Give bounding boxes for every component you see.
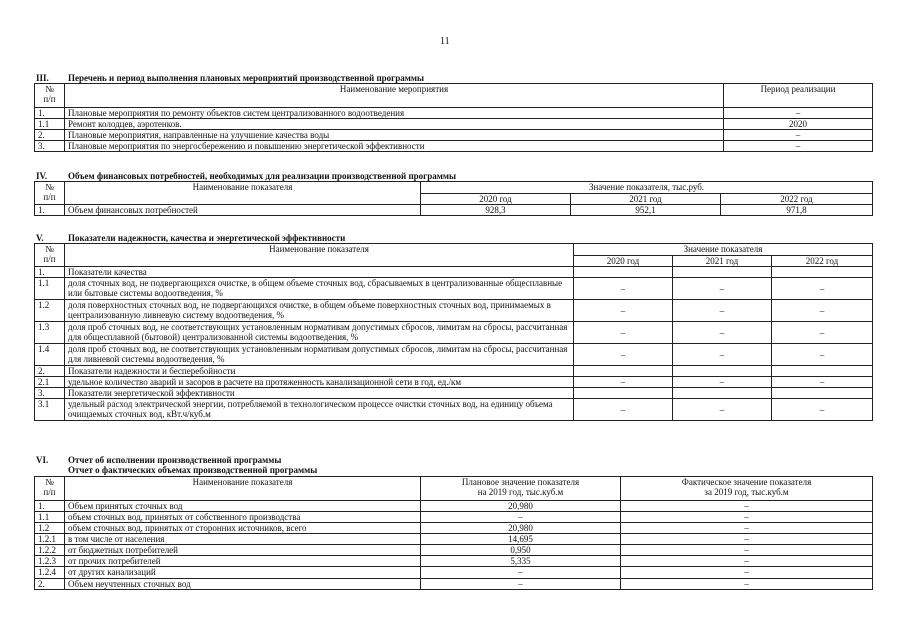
table-row (35, 545, 873, 556)
row-fact: – (621, 567, 873, 578)
row-value: – (574, 377, 673, 388)
table-row (35, 205, 873, 216)
row-number: 1.1 (35, 278, 65, 300)
row-value: – (673, 300, 772, 322)
table-row (35, 366, 873, 377)
table-row (35, 344, 873, 366)
row-value: 928,3 (421, 205, 571, 216)
table-row (35, 141, 873, 152)
col-header-year: 2022 год (721, 194, 873, 205)
col-header-name: Наименование показателя (65, 477, 421, 501)
section-5-table (34, 243, 873, 421)
row-period: 2020 (724, 119, 873, 130)
row-name: объем сточных вод, принятых от собственного производства (65, 512, 421, 523)
row-name: Плановые мероприятия, направленные на улучшение качества воды (65, 130, 724, 141)
row-number: 1. (35, 205, 65, 216)
row-value: – (772, 300, 873, 322)
section-6-table (34, 476, 873, 590)
col-header-fact: Фактическое значение показателя за 2019 год, тыс.куб.м (621, 477, 873, 501)
table-row (35, 108, 873, 119)
table-row (35, 567, 873, 578)
table-row (35, 300, 873, 322)
row-number: 1.2 (35, 300, 65, 322)
row-name: Объем неучтенных сточных вод (65, 578, 421, 589)
row-number: 1.4 (35, 344, 65, 366)
row-name: Показатели энергетической эффективности (65, 388, 574, 399)
col-header-value: Значение показателя, тыс.руб. (421, 182, 873, 194)
col-header-plan: Плановое значение показателя на 2019 год, тыс.куб.м (421, 477, 621, 501)
row-period: – (724, 130, 873, 141)
col-header-num: № п/п (35, 477, 65, 501)
row-fact: – (621, 523, 873, 534)
row-number: 1.2.3 (35, 556, 65, 567)
row-value: – (574, 322, 673, 344)
row-number: 3. (35, 388, 65, 399)
section-number: III. (36, 73, 49, 83)
section-title-text: Отчет об исполнении производственной программы (68, 455, 282, 465)
section-4-table (34, 181, 873, 216)
row-name: Показатели надежности и бесперебойности (65, 366, 574, 377)
col-header-year: 2021 год (673, 256, 772, 267)
row-plan: 5,335 (421, 556, 621, 567)
section-title-text: Объем финансовых потребностей, необходимых для реализации производственной программы (68, 171, 457, 181)
row-number: 2. (35, 578, 65, 589)
row-value: – (772, 399, 873, 421)
row-number: 1.2.4 (35, 567, 65, 578)
row-name: доля проб сточных вод, не соответствующих установленным нормативам допустимых сбросов, лимитам на сбросы, рассчитанная для общесплавной (бытовой) централизованной системы водоотведения, % (65, 322, 574, 344)
table-row (35, 322, 873, 344)
row-number: 1. (35, 108, 65, 119)
row-name: доля проб сточных вод, не соответствующих установленным нормативам допустимых сбросов, лимитам на сбросы, рассчитанная для ливневой системы водоотведения, % (65, 344, 574, 366)
row-value: 971,8 (721, 205, 873, 216)
row-plan: 20,980 (421, 523, 621, 534)
row-value (772, 267, 873, 278)
row-number: 1.2 (35, 523, 65, 534)
row-period: – (724, 108, 873, 119)
row-value: – (574, 399, 673, 421)
row-value (673, 388, 772, 399)
section-3-title (36, 73, 424, 83)
section-6-subtitle: Отчет о фактических объемах производственной программы (68, 465, 318, 475)
row-value: – (673, 377, 772, 388)
row-number: 3. (35, 141, 65, 152)
row-value (772, 366, 873, 377)
row-name: доля сточных вод, не подвергающихся очистке, в общем объеме сточных вод, сбрасываемых в централизованные общесплавные или бытовые системы водоотведения, % (65, 278, 574, 300)
table-row (35, 119, 873, 130)
row-name: Плановые мероприятия по энергосбережению и повышению энергетической эффективности (65, 141, 724, 152)
row-value (772, 388, 873, 399)
row-plan: 14,695 (421, 534, 621, 545)
col-header-name: Наименование показателя (65, 182, 421, 205)
section-5-title (36, 233, 345, 243)
section-3-table (34, 83, 873, 152)
row-number: 3.1 (35, 399, 65, 421)
row-name: Объем финансовых потребностей (65, 205, 421, 216)
section-4-title (36, 171, 456, 181)
col-header-name: Наименование мероприятия (65, 84, 724, 108)
row-value: – (673, 278, 772, 300)
row-number: 2.1 (35, 377, 65, 388)
row-plan: 20,980 (421, 501, 621, 512)
row-name: объем сточных вод, принятых от сторонних источников, всего (65, 523, 421, 534)
row-period: – (724, 141, 873, 152)
row-name: Объем принятых сточных вод (65, 501, 421, 512)
row-value: – (772, 344, 873, 366)
section-number: V. (36, 233, 44, 243)
table-row (35, 534, 873, 545)
row-number: 1. (35, 501, 65, 512)
row-name: доля поверхностных сточных вод, не подвергающихся очистке, в общем объеме поверхностных сточных вод, принимаемых в централизованную ливневую систему водоотведения, % (65, 300, 574, 322)
row-name: Плановые мероприятия по ремонту объектов систем централизованного водоотведения (65, 108, 724, 119)
row-plan: – (421, 567, 621, 578)
row-value: – (772, 322, 873, 344)
row-value (574, 366, 673, 377)
row-fact: – (621, 556, 873, 567)
row-value: – (574, 278, 673, 300)
table-row (35, 556, 873, 567)
table-row (35, 399, 873, 421)
row-number: 1.2.1 (35, 534, 65, 545)
section-6-title (36, 455, 281, 465)
col-header-year: 2020 год (574, 256, 673, 267)
row-number: 1.1 (35, 512, 65, 523)
row-fact: – (621, 501, 873, 512)
row-number: 2. (35, 130, 65, 141)
row-fact: – (621, 512, 873, 523)
row-number: 1.2.2 (35, 545, 65, 556)
row-number: 1. (35, 267, 65, 278)
row-value (574, 388, 673, 399)
table-row (35, 388, 873, 399)
row-fact: – (621, 545, 873, 556)
col-header-period: Период реализации (724, 84, 873, 108)
section-title-text: Показатели надежности, качества и энергетической эффективности (68, 233, 346, 243)
row-value: – (772, 278, 873, 300)
row-name: Ремонт колодцев, аэротенков. (65, 119, 724, 130)
row-name: удельный расход электрической энергии, потребляемой в технологическом процессе очистки сточных вод, на единицу объема очищаемых сточных вод, кВт.ч/куб.м (65, 399, 574, 421)
row-value (673, 366, 772, 377)
row-value: – (574, 300, 673, 322)
section-number: VI. (36, 455, 49, 465)
col-header-num: № п/п (35, 182, 65, 205)
table-row (35, 501, 873, 512)
table-row (35, 523, 873, 534)
table-row (35, 377, 873, 388)
section-number: IV. (36, 171, 48, 181)
col-header-year: 2021 год (571, 194, 721, 205)
row-number: 1.3 (35, 322, 65, 344)
row-plan: 0,950 (421, 545, 621, 556)
col-header-num: № п/п (35, 84, 65, 108)
row-plan: – (421, 578, 621, 589)
section-title-text: Перечень и период выполнения плановых мероприятий производственной программы (68, 73, 425, 83)
row-value: – (574, 344, 673, 366)
row-name: от других канализаций (65, 567, 421, 578)
row-value: – (673, 399, 772, 421)
row-fact: – (621, 534, 873, 545)
page-number: 11 (440, 36, 450, 47)
row-number: 2. (35, 366, 65, 377)
row-value: – (673, 322, 772, 344)
row-value: – (673, 344, 772, 366)
table-row (35, 267, 873, 278)
row-name: от бюджетных потребителей (65, 545, 421, 556)
row-value (574, 267, 673, 278)
table-row (35, 130, 873, 141)
table-row (35, 512, 873, 523)
col-header-year: 2020 год (421, 194, 571, 205)
table-row (35, 578, 873, 589)
row-value: – (772, 377, 873, 388)
row-fact: – (621, 578, 873, 589)
table-row (35, 278, 873, 300)
row-name: Показатели качества (65, 267, 574, 278)
row-name: в том числе от населения (65, 534, 421, 545)
row-value: 952,1 (571, 205, 721, 216)
row-number: 1.1 (35, 119, 65, 130)
row-value (673, 267, 772, 278)
col-header-value: Значение показателя (574, 244, 873, 256)
col-header-num: № п/п (35, 244, 65, 267)
row-name: удельное количество аварий и засоров в расчете на протяженность канализационной сети в год, ед./км (65, 377, 574, 388)
col-header-name: Наименование показателя (65, 244, 574, 267)
row-name: от прочих потребителей (65, 556, 421, 567)
row-plan: – (421, 512, 621, 523)
col-header-year: 2022 год (772, 256, 873, 267)
